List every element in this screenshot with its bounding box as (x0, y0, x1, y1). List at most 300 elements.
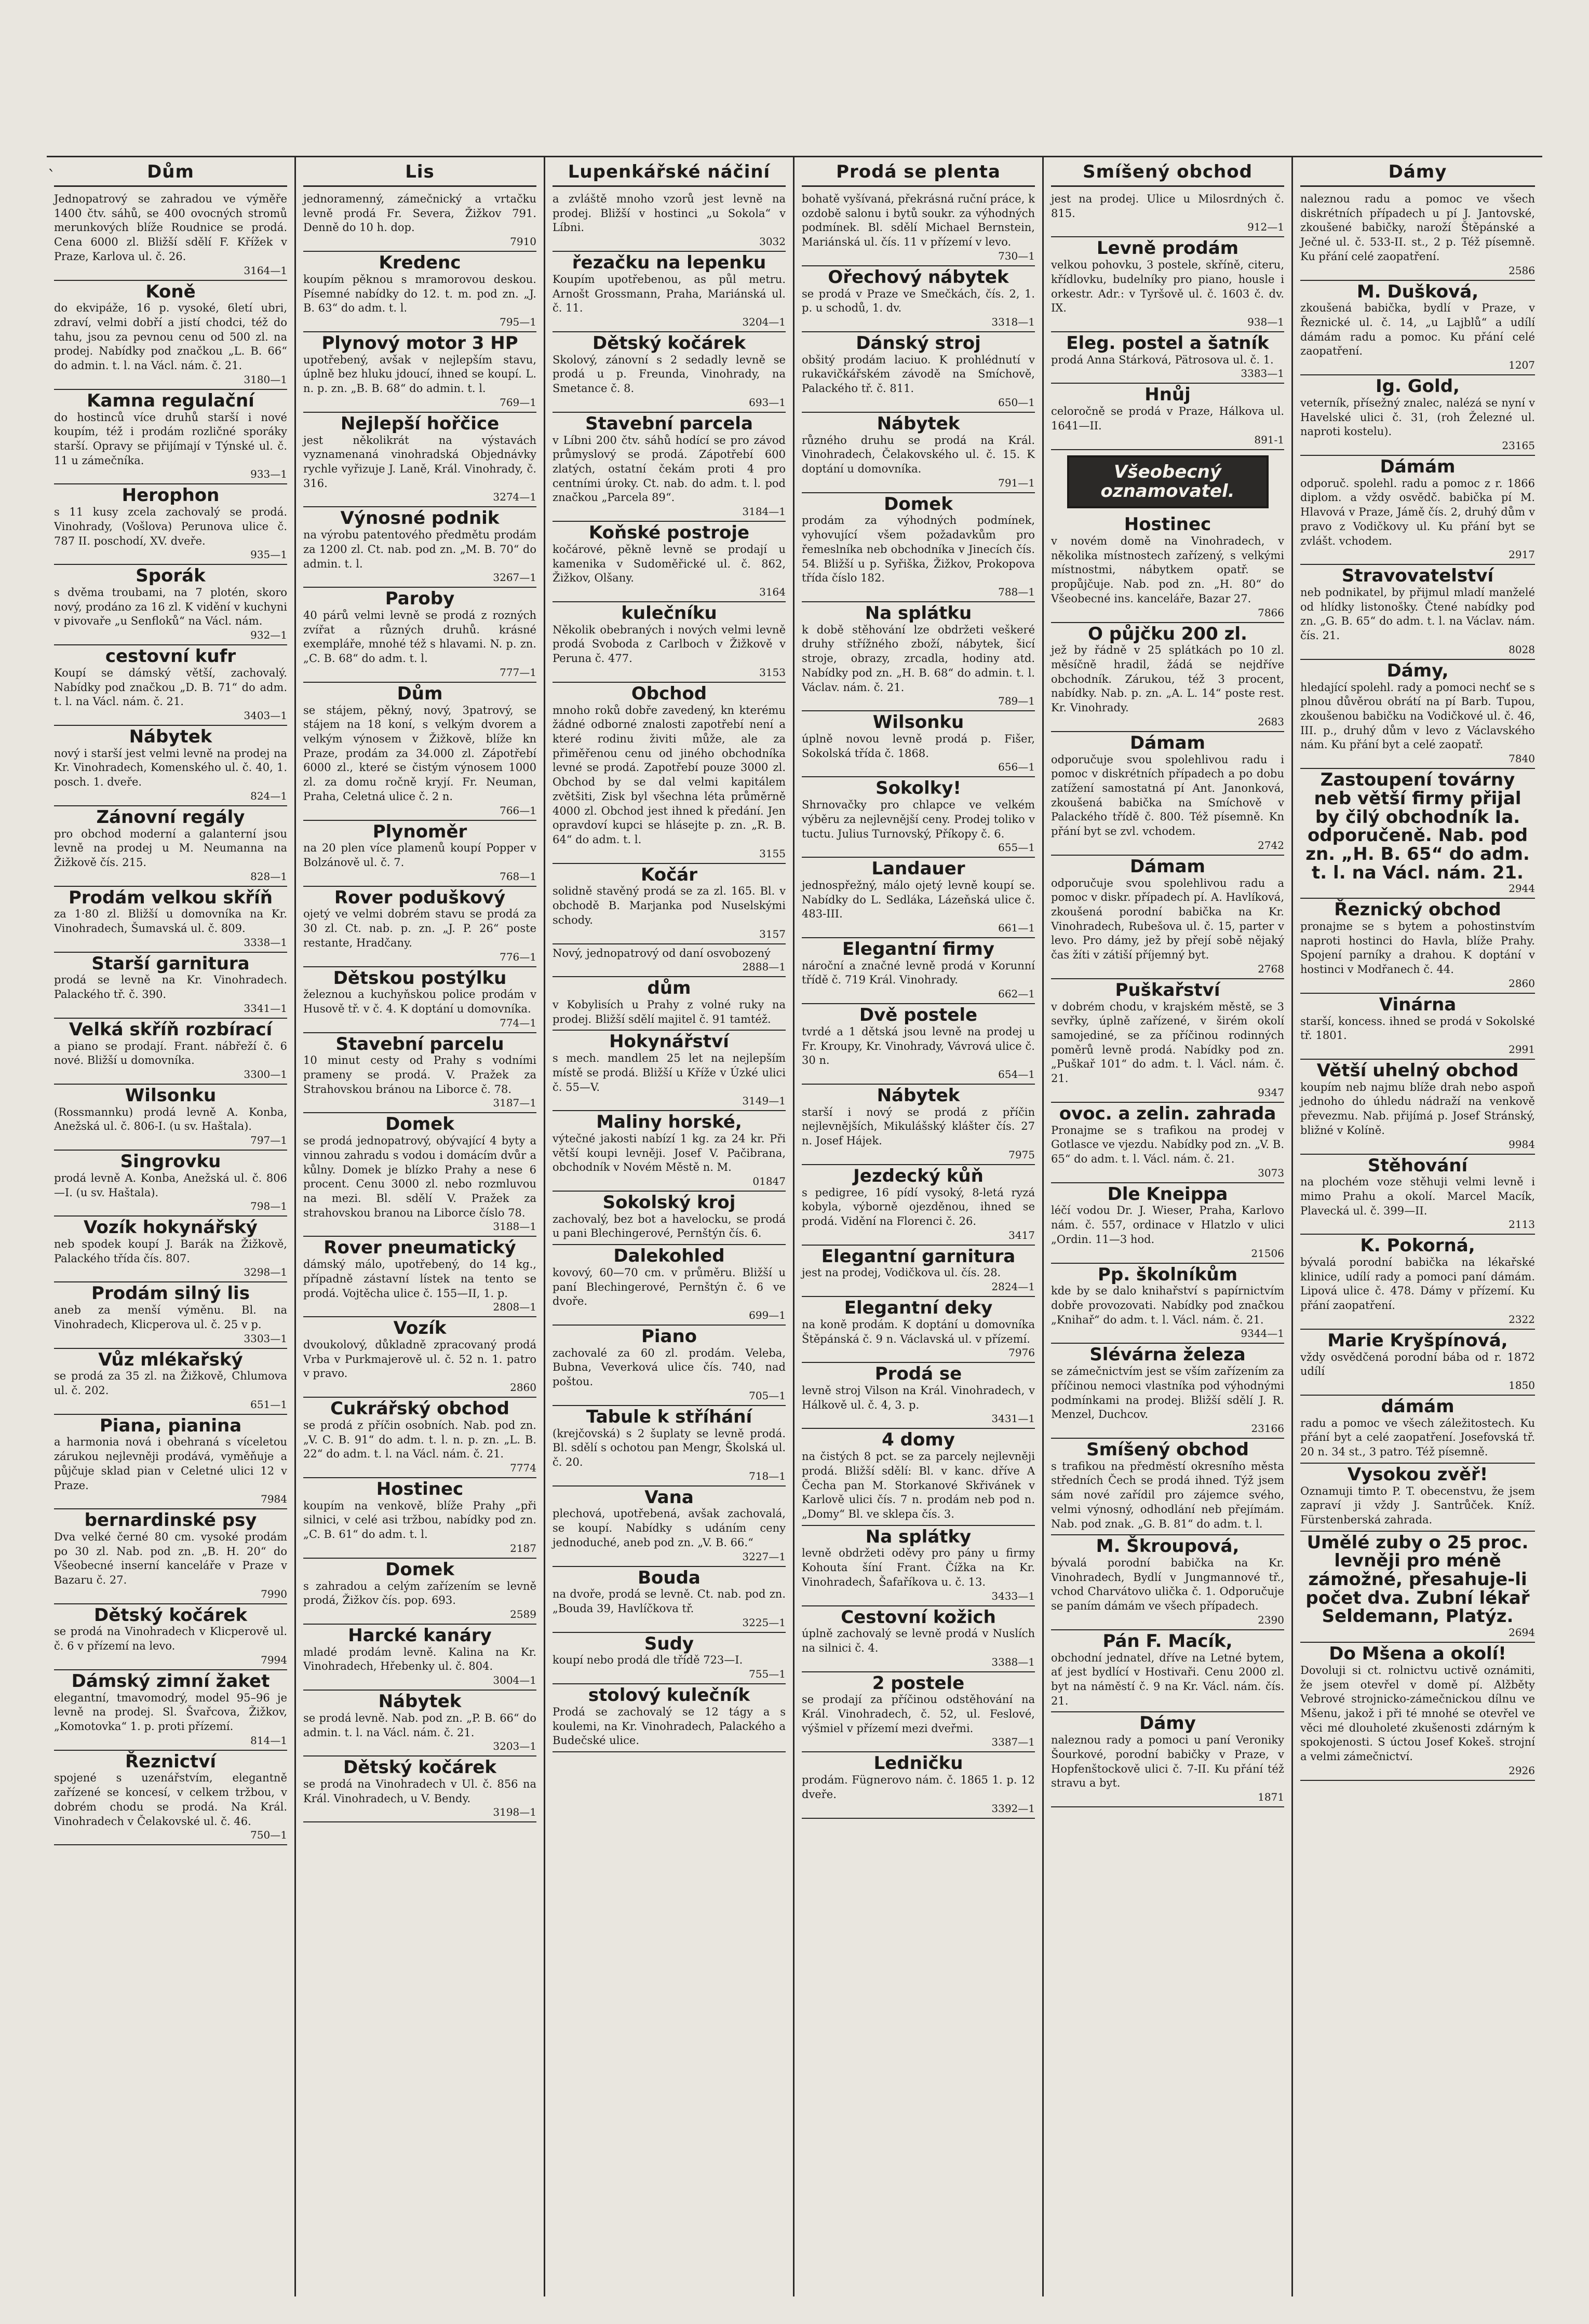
classified-ad (1300, 456, 1535, 565)
ad-code: 718—1 (749, 1469, 786, 1482)
ad-code: 891-1 (1254, 433, 1284, 446)
classified-ad (802, 1297, 1035, 1363)
ad-title: Ledničku (873, 1753, 963, 1774)
ad-title: Nábytek (129, 726, 212, 747)
ad-text: a zvláště mnoho vzorů jest levně na prodej. Bližší v hostinci „u Sokola“ v Líbni. (553, 193, 786, 234)
ad-code: 23166 (1251, 1422, 1284, 1435)
ad-text: Koupím upotřebenou, as půl metru. Arnošt Grossmann, Praha, Mariánská ul. č. 11. (553, 273, 786, 315)
ad-title: Kočár (641, 864, 697, 885)
ad-title: Stavební parcela (585, 413, 753, 434)
ad-code: 7994 (261, 1653, 287, 1666)
classified-ad (303, 1033, 536, 1114)
classified-ad (1300, 190, 1535, 281)
ad-code: 2860 (1509, 977, 1535, 990)
classified-ad (553, 1487, 786, 1567)
ad-code: 2589 (510, 1607, 536, 1620)
ad-code: 2187 (510, 1542, 536, 1555)
ad-title: K. Pokorná, (1360, 1235, 1475, 1256)
column-2 (296, 157, 545, 2296)
ad-text: Dovoluji si ct. rolnictvu uctivě oznámiti, že jsem otevřel v domě pí. Alžběty Vebrové strojnicko-zámečnickou dílnu ve Mšenu, jakož i při té mnohé se otevřel ve věci mé dlouholeté zkušenosti zdárným k spokojenosti. S úctou Josef Kokeš. strojní a velmi zámečnictví. (1300, 1664, 1535, 1763)
ad-code: 2694 (1509, 1626, 1535, 1639)
classified-ad (303, 252, 536, 332)
ad-text: pro obchod moderní a galanterní jsou levně na prodej u M. Neumanna na Žižkově čís. 215. (54, 827, 287, 869)
ad-title: Dámský zimní žaket (71, 1670, 270, 1692)
ad-title: Kredenc (379, 252, 461, 274)
ad-title: 4 domy (882, 1429, 955, 1451)
ad-text: neb podnikatel, by přijmul mladí manželé od hlídky listonošky. Čtené nabídky pod zn. „G. B. 65“ do adm. t. l. na Václav. nám. čís. 21. (1300, 586, 1535, 642)
classified-ad (802, 332, 1035, 413)
classified-ad (802, 266, 1035, 332)
ad-code: 23165 (1502, 439, 1535, 452)
ad-code: 3187—1 (493, 1097, 536, 1110)
ad-text: odporuč. spolehl. radu a pomoc z r. 1866 diplom. a vždy osvědč. babička pí M. Hlavová v Praze, Jámě čís. 2, druhý dům v pravo z Vodičkovy ul. Ku přání byt se zvlášt. vchodem. (1300, 477, 1535, 547)
ad-text: koupím pěknou s mramorovou deskou. Písemné nabídky do 12. t. m. pod zn. „J. B. 63“ do adm. t. l. (303, 273, 536, 315)
ad-code: 3387—1 (991, 1736, 1035, 1749)
ad-title: Koně (145, 281, 196, 302)
ad-text: jest na prodej. Ulice u Milosrdných č. 815. (1051, 193, 1284, 220)
classified-ad (1051, 237, 1284, 332)
classified-ad (54, 1604, 287, 1670)
classified-ad (303, 967, 536, 1033)
ad-text: veterník, přísežný znalec, nalézá se nyní v Havelské ulici č. 31, (roh Železné ul. naproti kostelu). (1300, 396, 1535, 438)
classified-ad (553, 1567, 786, 1633)
classified-ad (54, 1670, 287, 1751)
ad-text: tvrdé a 1 dětská jsou levně na prodej u Fr. Kroupy, Kr. Vinohrady, Vávrová ulice č. 30 n. (802, 1025, 1035, 1067)
ad-title: Domek (884, 493, 953, 515)
ad-code: 9344—1 (1241, 1327, 1284, 1340)
ad-code: 755—1 (749, 1668, 786, 1681)
ad-text: se prodá v Praze ve Smečkách, čís. 2, 1. p. u schodů, 1. dv. (802, 287, 1035, 315)
ad-code: 2113 (1509, 1218, 1535, 1231)
ad-code: 776—1 (500, 950, 536, 963)
classified-ad (54, 1751, 287, 1846)
classified-ad (303, 1113, 536, 1237)
classified-ad (802, 1672, 1035, 1753)
ad-text: vždy osvědčená porodní bába od r. 1872 udílí (1300, 1350, 1535, 1378)
column-heading: Lis (303, 161, 536, 187)
ad-title: Domek (385, 1559, 454, 1580)
ad-code: 7774 (510, 1462, 536, 1474)
ad-text: v dobrém chodu, v krajském městě, se 3 sevřky, úplně zařízené, v širém okolí samojediné, se za příčinou rodinných poměrů levně prodá. Nabídky pod zn. „Puškař 101“ do adm. t. l. Václ. nám. č. 21. (1051, 1000, 1284, 1085)
column-5 (1044, 157, 1293, 2296)
ad-text: Skolový, zánovní s 2 sedadly levně se prodá u p. Freunda, Vinohrady, na Smetance č. 8. (553, 353, 786, 395)
ad-code: 7975 (1008, 1148, 1035, 1161)
ad-code: 798—1 (250, 1200, 287, 1213)
classified-ad (54, 565, 287, 645)
ad-code: 7910 (510, 235, 536, 248)
ad-text: Koupí se dámský větší, zachovalý. Nabídky pod značkou „D. B. 71“ do adm. t. l. na Václ. nám. č. 21. (54, 666, 287, 708)
ad-title: Dům (397, 683, 443, 704)
ad-title: Piano (641, 1326, 697, 1347)
ad-text: za 1·80 zl. Bližší u domovníka na Kr. Vinohradech, Šumavská ul. č. 809. (54, 908, 287, 935)
classified-ad (553, 683, 786, 864)
ad-text: jednoramenný, zámečnický a vrtačku levně prodá Fr. Severa, Žižkov 791. Denně do 10 h. dop. (303, 193, 536, 234)
ad-text: se prodá jednopatrový, obývající 4 byty a vinnou zahradu s vodou i domácím dvůr a kůlny. Domek je blízko Prahy a nese 6 procent. Cenu 3000 zl. nebo rozmluvou na mezi. Bl. sdělí V. Pražek za strahovskou branou na Liborce číslo 78. (303, 1134, 536, 1219)
ad-code: 2944 (1509, 882, 1535, 895)
ad-text: jest na prodej, Vodičkova ul. čís. 28. (802, 1266, 1001, 1279)
column-heading: Smíšený obchod (1051, 161, 1284, 187)
classified-ad (553, 252, 786, 332)
ad-code: 768—1 (500, 870, 536, 883)
classified-ad (54, 1509, 287, 1604)
classified-ad (802, 1429, 1035, 1525)
classified-ad (802, 1004, 1035, 1085)
ad-text: nároční a značné levně prodá v Korunní třídě č. 719 Král. Vinohrady. (802, 959, 1035, 987)
ad-code: 791—1 (998, 476, 1035, 489)
ad-title: dům (647, 978, 691, 999)
ad-text: dvoukolový, důkladně zpracovaný prodá Vrba v Purkmajerově ul. č. 52 n. 1. patro v pravo. (303, 1339, 536, 1380)
ad-code: 3004—1 (493, 1674, 536, 1687)
classified-ad (303, 332, 536, 413)
classified-ad (1300, 1155, 1535, 1235)
classified-page (47, 156, 1542, 2296)
ad-text: se prodá za 35 zl. na Žižkově, Chlumova ul. č. 202. (54, 1370, 287, 1397)
classified-ad (54, 281, 287, 390)
ad-title: Rover poduškový (334, 887, 506, 908)
classified-ad (54, 645, 287, 726)
ad-text: na dvoře, prodá se levně. Ct. nab. pod zn. „Bouda 39, Havlíčkova tř. (553, 1588, 786, 1615)
classified-ad (802, 1085, 1035, 1165)
ad-code: 777—1 (500, 666, 536, 679)
classified-ad (54, 190, 287, 281)
ad-text: obšitý prodám laciuo. K prohlédnutí v rukavičkářském závodě na Smíchově, Palackého tř. č. 811. (802, 353, 1035, 395)
ad-title: Wilsonku (125, 1085, 217, 1106)
ad-text: (Rossmannku) prodá levně A. Konba, Anežská ul. č. 806-I. (u sv. Haštala). (54, 1105, 287, 1133)
ad-code: 654—1 (998, 1068, 1035, 1081)
classified-ad (1051, 1712, 1284, 1807)
ad-text: jednospřežný, málo ojetý levně koupí se. Nabídky do L. Sedláka, Lázeňská ulice č. 483-III. (802, 879, 1035, 921)
ad-title: O půjčku 200 zl. (1088, 623, 1247, 644)
classified-ad (802, 711, 1035, 777)
classified-ad (553, 864, 786, 944)
ad-title: Hnůj (1144, 384, 1191, 406)
classified-ad (802, 190, 1035, 266)
ad-code: 3073 (1258, 1166, 1284, 1179)
ad-text: aneb za menší výměnu. Bl. na Vinohradech, Klicperova ul. č. 25 v p. (54, 1304, 287, 1331)
classified-ad (553, 1111, 786, 1192)
ad-text: úplně novou levně prodá p. Fišer, Sokolská třída č. 1868. (802, 732, 1035, 760)
classified-ad (553, 1406, 786, 1487)
ad-code: 3431—1 (991, 1412, 1035, 1425)
ad-text: prodám za výhodných podmínek, vyhovující všem požadavkům pro řemeslníka neb obchodníka v Jinecích čís. 54. Bližší u p. Syřiška, Žižkov, Prokopova třída číslo 182. (802, 514, 1035, 585)
ad-text: zkoušená babička, bydlí v Praze, v Řeznické ul. č. 14, „u Lajblů“ a udílí dámám radu a pomoc. Ku přání celé zaopatření. (1300, 302, 1535, 358)
ad-code: 1207 (1509, 359, 1535, 372)
ad-title: Koňské postroje (588, 522, 750, 544)
ad-text: na výrobu patentového předmětu prodám za 1200 zl. Ct. nab. pod zn. „M. B. 70“ do admin. t. l. (303, 529, 536, 570)
classified-ad (1300, 994, 1535, 1060)
classified-ad (303, 887, 536, 967)
ad-title: Puškařství (1115, 979, 1220, 1001)
ad-code: 661—1 (998, 922, 1035, 935)
ad-title: Plynoměr (372, 821, 467, 842)
classified-ad (303, 1756, 536, 1822)
column-heading: Dámy (1300, 161, 1535, 187)
ad-text: Pronajme se s trafikou na prodej v Gotlasce ve vjezdu. Nabídky pod zn. „V. B. 65“ do adm. t. l. Václ. nám. č. 21. (1051, 1124, 1284, 1165)
ad-title: ovoc. a zelin. zahrada (1059, 1103, 1276, 1124)
ad-text: upotřebený, avšak v nejlepším stavu, úplně bez hluku jdoucí, ihned se koupí. L. n. p. zn. „B. B. 68“ do admin. t. l. (303, 353, 536, 395)
classified-ad (1300, 1235, 1535, 1330)
classified-ad (54, 1282, 287, 1348)
ad-text: zachovalý, bez bot a havelocku, se prodá u pani Blechingerové, Pernštýn čís. 6. (553, 1212, 786, 1240)
ad-text: bohatě vyšívaná, překrásná ruční práce, k ozdobě salonu i bytů soukr. za výhodných podmínek. Bl. sdělí Michael Bernstein, Mariánská ul. čís. 11 v přízemí v levo. (802, 193, 1035, 249)
ad-code: 651—1 (250, 1398, 287, 1411)
ad-text: v Kobylisích u Prahy z volné ruky na prodej. Bližší sdělí majitel č. 91 tamtéž. (553, 998, 786, 1025)
ad-code: 730—1 (998, 249, 1035, 262)
ad-text: se prodají za příčinou odstěhování na Král. Vinohradech, č. 52, ul. Feslové, výšmiel v přízemí mezi dveřmi. (802, 1693, 1035, 1735)
ad-text: levně obdržeti oděvy pro pány u firmy Kohouta šíní Frant. Čížka na Kr. Vinohradech, Šafaříkova u. č. 13. (802, 1547, 1035, 1588)
ad-text: na 20 plen více plamenů koupí Popper v Bolzánově ul. č. 7. (303, 842, 536, 869)
ad-title: Harcké kanáry (348, 1625, 492, 1646)
ad-code: 3164 (759, 585, 786, 598)
banner-line-1: Všeobecný (1114, 461, 1221, 482)
classified-ad (802, 413, 1035, 493)
ad-code: 766—1 (500, 804, 536, 817)
classified-ad (1300, 899, 1535, 994)
ad-code: 774—1 (500, 1016, 536, 1029)
ad-text: naleznou radu a pomoc ve všech diskrétních případech u pí J. Jantovské, zkoušené babičky, naroží Štěpánské a Ječné ul. č. 533-II. st., 2 p. Též písemně. Ku přání celé zaopatření. (1300, 193, 1535, 263)
classified-ad (54, 1085, 287, 1151)
classified-ad (553, 1192, 786, 1245)
ad-title: Vozík hokynářský (84, 1217, 258, 1238)
ad-text: jež by řádně v 25 splátkách po 10 zl. měsíčně hradil, žádá se nejdříve obchodník. Zárukou, též 3 procent, nabídky. Nab. p. zn. „A. L. 14“ poste rest. Kr. Vinohrady. (1051, 644, 1284, 714)
ad-code: 3188—1 (493, 1220, 536, 1233)
ad-title: Levně prodám (1096, 238, 1239, 259)
ad-code: 3388—1 (991, 1655, 1035, 1668)
ad-code: 9984 (1509, 1138, 1535, 1151)
ad-text: levně stroj Vilson na Král. Vinohradech, v Hálkově ul. č. 4, 3. p. (802, 1384, 1035, 1411)
ad-title: Stravovatelství (1341, 565, 1494, 587)
ad-code: 788—1 (998, 585, 1035, 598)
classified-ad (54, 1019, 287, 1085)
classified-ad (802, 777, 1035, 858)
ad-title: Umělé zuby o 25 proc. levněji pro méně zámožné, přesahuje-li počet dva. Zubní lékař Seldemann, Platýz. (1305, 1532, 1530, 1627)
ad-title: Singrovku (120, 1151, 221, 1172)
ad-code: 3392—1 (991, 1802, 1035, 1815)
classified-ad (303, 1625, 536, 1691)
ad-text: neb spodek koupí J. Barák na Žižkově, Palackého třída čís. 807. (54, 1237, 287, 1265)
column-heading: Prodá se plenta (802, 161, 1035, 187)
classified-ad (1300, 281, 1535, 376)
ad-code: 912—1 (1247, 221, 1284, 234)
classified-ad (1051, 384, 1284, 450)
ad-text: starší i nový se prodá z příčin nejlevnějších, Mikulášský klášter čís. 27 n. Josef Hájek. (802, 1105, 1035, 1147)
classified-ad (1051, 732, 1284, 856)
classified-ad (553, 602, 786, 683)
ad-title: Elegantní firmy (842, 939, 994, 960)
ad-title: Dámam (1130, 856, 1205, 877)
ad-title: Jezdecký kůň (853, 1165, 984, 1186)
ad-title: Kamna regulační (87, 390, 254, 411)
ad-code: 2322 (1509, 1313, 1535, 1326)
ad-text: (krejčovská) s 2 šuplaty se levně prodá. Bl. sdělí s ochotou pan Mengr, Školská ul. č. 20. (553, 1427, 786, 1468)
ad-code: 932—1 (250, 629, 287, 642)
classified-ad (802, 1363, 1035, 1429)
classified-ad (303, 1317, 536, 1398)
ad-code: 2768 (1258, 962, 1284, 975)
classified-ad (553, 522, 786, 602)
ad-text: na koně prodám. K doptání u domovníka Štěpánská č. 9 n. Václavská ul. v přízemí. (802, 1318, 1035, 1345)
ad-code: 3433—1 (991, 1589, 1035, 1602)
ad-title: kulečníku (621, 602, 717, 624)
ad-title: Marie Kryšpínová, (1327, 1330, 1508, 1351)
ad-code: 01847 (752, 1175, 786, 1188)
classified-ad (802, 938, 1035, 1004)
ad-title: Smíšený obchod (1086, 1439, 1249, 1460)
ad-title: Dle Kneippa (1107, 1183, 1228, 1205)
ad-text: v Líbni 200 čtv. sáhů hodící se pro závod průmyslový se prodá. Zápotřebí 600 zlatých, ostatní čekám proti 4 pro centními úroky. Ct. nab. do adm. t. l. pod značkou „Parcela 89“. (553, 434, 786, 504)
ad-title: Větší uhelný obchod (1316, 1060, 1519, 1081)
classified-ad (1051, 623, 1284, 732)
ad-text: s 11 kusy zcela zachovalý se prodá. Vinohrady, (Vošlova) Perunova ulice č. 787 II. poschodí, XV. dveře. (54, 506, 287, 547)
margin-mark: ` (48, 167, 56, 185)
classified-ad (54, 1217, 287, 1282)
ad-text: s zahradou a celým zařízením se levně prodá, Žižkov čís. pop. 693. (303, 1579, 536, 1607)
classified-ad (54, 484, 287, 565)
classified-ad (303, 683, 536, 821)
classified-ad (802, 1606, 1035, 1672)
ad-code: 935—1 (250, 548, 287, 561)
ad-code: 769—1 (500, 396, 536, 409)
ad-title: Stěhování (1367, 1155, 1468, 1176)
ad-text: 10 minut cesty od Prahy s vodními prameny se prodá. V. Pražek za Strahovskou bránou na Liborce č. 78. (303, 1054, 536, 1096)
ad-code: 3198—1 (493, 1806, 536, 1819)
ad-text: s mech. mandlem 25 let na nejlepším místě se prodá. Bližší u Kříže v Úzké ulici č. 55—V. (553, 1052, 786, 1093)
ad-code: 3274—1 (493, 491, 536, 504)
ad-text: velkou pohovku, 3 postele, skříně, citeru, křídlovku, budelníky pro piano, housle i orkestr. Adr.: v Tyršově ul. č. 1603 č. dv. IX. (1051, 259, 1284, 315)
ad-title: Dámy (1139, 1713, 1196, 1734)
classified-ad (1300, 1330, 1535, 1396)
ad-code: 3267—1 (493, 571, 536, 584)
ad-text: se prodá z příčin osobních. Nab. pod zn. „V. C. B. 91“ do adm. t. l. n. p. zn. „L. B. 22“ do adm. t. l. na Václ. nám. č. 21. (303, 1418, 536, 1461)
ad-title: Prodá se (874, 1363, 962, 1385)
ad-text: léčí vodou Dr. J. Wieser, Praha, Karlovo nám. č. 557, ordinace v Hlatzlo v ulici „Ordin. 11—3 hod. (1051, 1204, 1284, 1246)
ad-code: 3227—1 (742, 1550, 786, 1563)
ad-title: Do Mšena a okolí! (1329, 1643, 1506, 1665)
ad-text: Jednopatrový se zahradou ve výměře 1400 čtv. sáhů, se 400 ovocných stromů merunkových blíže Roudnice se prodá. Cena 6000 zl. Bližší sdělí F. Křížek v Praze, Karlova ul. č. 26. (54, 193, 287, 263)
ad-title: 2 postele (872, 1672, 965, 1694)
ad-title: M. Dušková, (1356, 281, 1479, 302)
ad-code: 693—1 (749, 396, 786, 409)
ad-title: Dětský kočárek (592, 333, 746, 354)
classified-ad (1051, 1264, 1284, 1344)
ad-title: Vysokou zvěř! (1347, 1464, 1488, 1485)
ad-title: Velká skříň rozbírací (69, 1019, 273, 1040)
ad-code: 828—1 (250, 870, 287, 883)
ad-text: prodá Anna Stárková, Pätrosova ul. č. 1. (1051, 353, 1274, 366)
classified-ad (1300, 660, 1535, 769)
ad-title: Vinárna (1379, 994, 1457, 1015)
ad-title: Rover pneumatický (324, 1237, 516, 1259)
ad-code: 3300—1 (244, 1068, 287, 1081)
ad-text: solidně stavěný prodá se za zl. 165. Bl. v obchodě B. Marjanka pod Nuselskými schody. (553, 885, 786, 926)
classified-ad (553, 190, 786, 252)
ad-code: 814—1 (250, 1734, 287, 1747)
ad-code: 7840 (1509, 752, 1535, 765)
ad-code: 655—1 (998, 841, 1035, 854)
ad-title: Landauer (871, 858, 965, 880)
classified-ad (802, 858, 1035, 938)
ad-title: Výnosné podnik (340, 508, 500, 529)
ad-title: Řeznictví (125, 1751, 217, 1772)
classified-ad (802, 1752, 1035, 1818)
ad-text: mnoho roků dobře zavedený, kn kterému žádné odborné znalosti zapotřebí není a které rodinu živiti může, ale za přiměřenou cenu od jiného obchodníka levné se prodá. Zapotřebí pouze 3000 zl. Obchod by se dal velmi kapitálem zvětšiti, Zisk byl všechna léta průměrně 4000 zl. Obchod jest ihned k předání. Jen opravdoví kupci se hlásejte p. zn. „R. B. 64“ do adm. t. l. (553, 704, 786, 846)
ad-code: 650—1 (998, 396, 1035, 409)
classified-ad (1051, 332, 1284, 384)
classified-ad (303, 1691, 536, 1756)
ad-title: Vozík (393, 1318, 447, 1339)
ad-title: Prodám silný lis (91, 1283, 250, 1304)
ad-code: 795—1 (500, 316, 536, 328)
ad-code: 1850 (1509, 1379, 1535, 1392)
ad-code: 3164—1 (244, 264, 287, 277)
ad-text: v novém domě na Vinohradech, v několika místnostech zařízený, s velkými místnostmi, nábytkem opatř. se propůjčuje. Nab. pod zn. „H. 80“ do Všeobecné ins. kanceláře, Bazar 27. (1051, 535, 1284, 605)
classified-ad (54, 1349, 287, 1415)
ad-code: 3403—1 (244, 709, 287, 722)
ad-text: prodá se levně na Kr. Vinohradech. Palackého tř. č. 390. (54, 974, 287, 1001)
column-heading: Lupenkářské náčiní (553, 161, 786, 187)
ad-code: 3225—1 (742, 1616, 786, 1629)
ad-title: Hostinec (1124, 514, 1211, 535)
ad-text: s pedigree, 16 pídí vysoký, 8-letá ryzá kobyla, výborně ojezděnou, ihned se prodá. Vidění na Florenci č. 26. (802, 1186, 1035, 1227)
ad-title: Dětskou postýlku (333, 967, 507, 989)
ad-code: 705—1 (749, 1389, 786, 1402)
ad-title: Tabule k stříhání (586, 1406, 752, 1427)
ad-text: koupím neb najmu blíže drah nebo aspoň jednoho do úhledu nádraží na venkově převezmu. Nab. přijímá p. Josef Stránský, bližné v Kolíně. (1300, 1080, 1535, 1137)
classified-ad (553, 1031, 786, 1111)
ad-title: Elegantní deky (844, 1298, 993, 1319)
classified-ad (54, 390, 287, 485)
ad-code: 2860 (510, 1381, 536, 1394)
classified-ad (1051, 1103, 1284, 1183)
ad-text: Dva velké černé 80 cm. vysoké prodám po 30 zl. Nab. pod zn. „B. H. 20“ do Všeobecné inserní kanceláře v Praze v Bazaru č. 27. (54, 1530, 287, 1587)
classified-ad (303, 507, 536, 588)
ad-title: Elegantní garnitura (821, 1246, 1016, 1267)
ad-title: Maliny horské, (596, 1112, 742, 1133)
ad-text: Oznamuji timto P. T. obecenstvu, že jsem zapraví ji vždy J. Santrůček. Kníž. Fürstenberská zahrada. (1300, 1484, 1535, 1526)
ad-code: 7976 (1008, 1346, 1035, 1359)
ad-code: 3318—1 (991, 316, 1035, 328)
classified-ad (553, 413, 786, 522)
classified-ad (1300, 375, 1535, 456)
ad-title: dámám (1381, 1396, 1455, 1417)
ad-title: Dámam (1130, 732, 1205, 753)
ad-title: cestovní kufr (105, 646, 236, 667)
ad-title: Bouda (638, 1567, 701, 1588)
ad-title: Zánovní regály (96, 806, 245, 828)
ad-title: Eleg. postel a šatník (1066, 333, 1269, 354)
ad-title: Herophon (122, 485, 220, 506)
ad-code: 699—1 (749, 1309, 786, 1322)
ad-title: Sokolský kroj (602, 1192, 736, 1213)
ad-title: Vůz mlékařský (98, 1349, 243, 1370)
classified-ad (1051, 979, 1284, 1103)
ad-title: Dámy, (1386, 660, 1449, 681)
classified-ad (303, 588, 536, 683)
ad-text: se stájem, pěkný, nový, 3patrový, se stájem na 18 koní, s velkým dvorem a velkým výnosem v Žižkově, blíže kn Praze, prodám za 34.000 zl. Zápotřebí 6000 zl., které se čistým výnosem 1000 zl. za domu ročně kryjí. Fr. Neuman, Praha, Celetná ulice č. 2 n. (303, 704, 536, 803)
ad-text: kočárové, pěkně levně se prodají u kamenika v Sudoměřické ul. č. 862, Žižkov, Olšany. (553, 543, 786, 585)
ad-title: Na splátky (865, 1526, 972, 1547)
ad-title: Pán F. Macík, (1102, 1630, 1233, 1652)
column-heading: Dům (54, 161, 287, 187)
ad-text: bývalá porodní babička na lékařské klinice, udílí rady a pomoci paní dámám. Lipová ulice č. 478. Dámy v přízemí. Ku přání zaopatření. (1300, 1256, 1535, 1312)
ad-code: 824—1 (250, 789, 287, 802)
classified-ad (303, 1478, 536, 1559)
ad-code: 797—1 (250, 1134, 287, 1147)
ad-text: se prodá levně. Nab. pod zn. „P. B. 66“ do admin. t. l. na Václ. nám. č. 21. (303, 1711, 536, 1739)
ad-text: k době stěhování lze obdržeti veškeré druhy střížného zboží, nábytek, šicí stroje, obrazy, zrcadla, hodiny atd. Nabídky pod zn. „H. B. 68“ do admin. t. l. Václav. nám. č. 21. (802, 623, 1035, 694)
ad-title: Vana (644, 1487, 694, 1508)
classified-ad (54, 726, 287, 806)
